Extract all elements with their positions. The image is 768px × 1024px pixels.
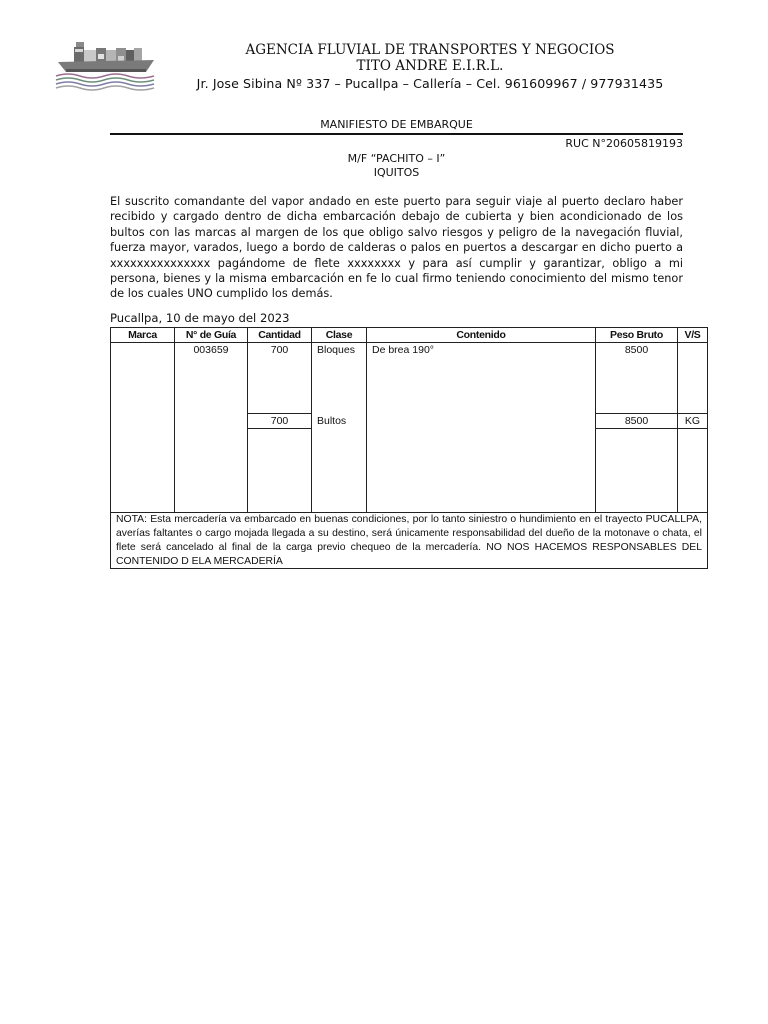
destination-city: IQUITOS <box>373 166 420 179</box>
row-divider <box>595 428 707 429</box>
cargo-table <box>110 327 708 569</box>
declaration-paragraph: El suscrito comandante del vapor andado en este puerto para seguir viaje al puerto declaro haber recibido y cargado dentro de dicha embarcación debajo de cubierta y bien acondicionado de los bultos con las marcas al margen de los que obligo salvo riesgos y peligro de la navegación fluvial, fuerza mayor, varados, luego a bordo de calderas o palos en puertos a descargar en dicho puerto a xxxxxxxxxxxxxxx pagándome de flete xxxxxxxx y para así cumplir y garantizar, obligo a mi persona, bienes y la misma embarcación en fe lo cual firmo teniendo conocimiento del mismo tenor de los cuales UNO cumplido los demás. <box>110 195 683 301</box>
place-date: Pucallpa, 10 de mayo del 2023 <box>110 311 290 325</box>
header-peso-bruto: Peso Bruto <box>609 329 663 341</box>
document-title: MANIFIESTO DE EMBARQUE <box>320 118 473 131</box>
nota-disclaimer: NOTA: Esta mercadería va embarcado en buenas condiciones, por lo tanto siniestro o hundimiento en el trayecto PUCALLPA, averías faltantes o cargo mojada llegada a su destino, será únicamente responsabilidad del dueño de la motonave o chata, el flete será cancelado al final de la carga previo chequeo de la mercadería. NO NOS HACEMOS RESPONSABLES DEL CONTENIDO D ELA MERCADERÍA <box>116 514 702 567</box>
cargo-ship-icon <box>54 34 158 94</box>
header-cantidad: Cantidad <box>258 329 301 341</box>
cell-clase: Bultos <box>317 415 347 427</box>
cell-vs: KG <box>684 415 701 427</box>
cell-guia: 003659 <box>193 344 229 356</box>
ruc-number: RUC N°20605819193 <box>565 137 683 150</box>
title-divider <box>110 133 683 135</box>
vessel-name: M/F “PACHITO – I” <box>347 152 446 165</box>
company-address: Jr. Jose Sibina Nº 337 – Pucallpa – Callería – Cel. 961609967 / 977931435 <box>196 76 664 91</box>
header-vs: V/S <box>684 329 701 341</box>
row-divider <box>247 428 311 429</box>
header-marca: Marca <box>128 329 157 341</box>
cell-peso-bruto: 8500 <box>624 344 649 356</box>
header-guia: N° de Guía <box>185 329 237 341</box>
cell-contenido: De brea 190° <box>372 344 434 356</box>
cell-clase: Bloques <box>317 344 355 356</box>
header-contenido: Contenido <box>456 329 506 341</box>
column-divider <box>311 328 312 512</box>
cell-cantidad: 700 <box>270 344 289 356</box>
cell-cantidad: 700 <box>270 415 289 427</box>
cell-peso-bruto: 8500 <box>624 415 649 427</box>
company-legal-name: TITO ANDRE E.I.R.L. <box>356 58 504 74</box>
header-clase: Clase <box>325 329 353 341</box>
company-name: AGENCIA FLUVIAL DE TRANSPORTES Y NEGOCIOS <box>245 42 615 58</box>
